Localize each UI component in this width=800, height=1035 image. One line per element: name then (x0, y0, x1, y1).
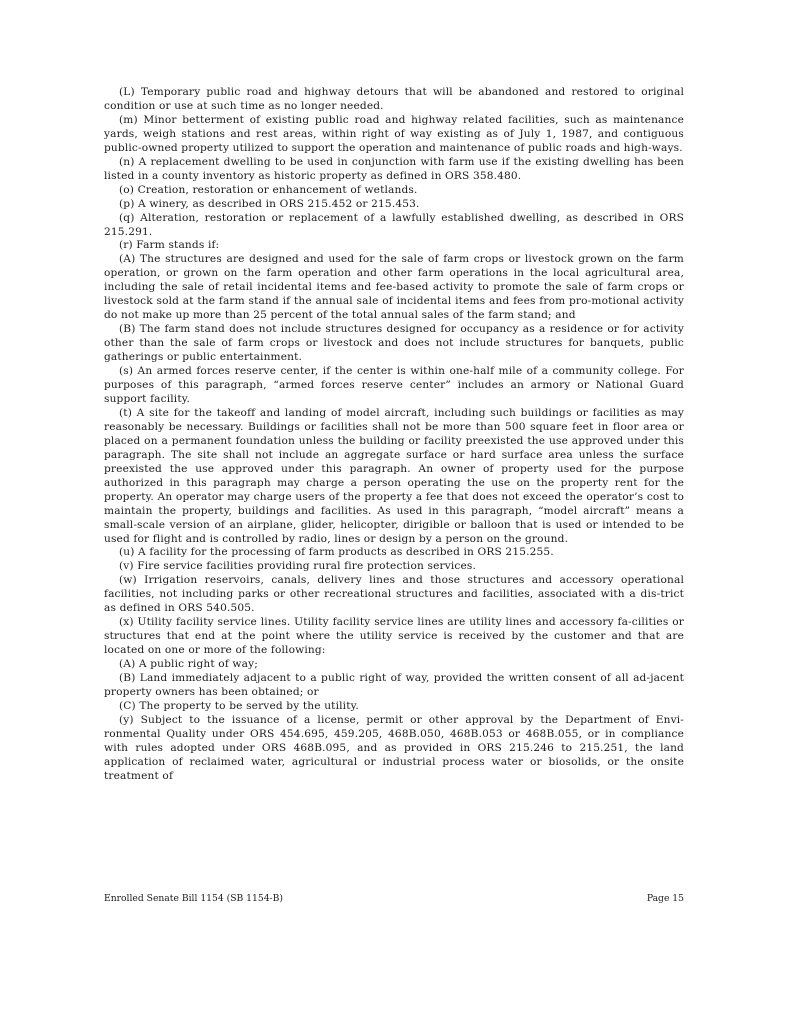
paragraph-s: (s) An armed forces reserve center, if the center is within one-half mile of a community college. For purposes of this paragraph, “armed forces reserve center” includes an armory or National Guard support facility. (104, 365, 684, 405)
paragraph-x-c: (C) The property to be served by the utility. (119, 699, 359, 712)
paragraph-x-b: (B) Land immediately adjacent to a public right of way, provided the written consent of all ad-jacent property owners has been obtained; or (104, 672, 684, 698)
paragraph-y: (y) Subject to the issuance of a license, permit or other approval by the Department of Envi-ronmental Quality under ORS 454.695, 459.205, 468B.050, 468B.053 or 468B.055, or in compliance with rules adopted under ORS 468B.095, and as provided in ORS 215.246 to 215.251, the land application of reclaimed water, agricultural or industrial process water or biosolids, or the onsite treatment of (104, 713, 684, 782)
footer-bill-title: Enrolled Senate Bill 1154 (SB 1154-B) (104, 893, 283, 904)
paragraph-r: (r) Farm stands if: (119, 239, 220, 252)
paragraph-r-b: (B) The farm stand does not include structures designed for occupancy as a residence or for activity other than the sale of farm crops or livestock and does not include structures for banquets, public gatherings or public entertainment. (104, 323, 684, 364)
document-body (104, 86, 684, 784)
paragraph-v: (v) Fire service facilities providing rural fire protection services. (119, 560, 476, 573)
page-footer (104, 893, 684, 904)
paragraph-q: (q) Alteration, restoration or replacement of a lawfully established dwelling, as described in ORS 215.291. (104, 211, 684, 238)
paragraph-m: (m) Minor betterment of existing public road and highway related facilities, such as maintenance yards, weigh stations and rest areas, within right of way existing as of July 1, 1987, and contiguous public-owned property utilized to support the operation and maintenance of public roads and high-ways. (104, 113, 684, 154)
footer-page-number: Page 15 (646, 893, 684, 904)
paragraph-x: (x) Utility facility service lines. Utility facility service lines are utility lines and accessory fa-cilities or structures that end at the point where the utility service is received by the customer and that are located on one or more of the following: (104, 616, 684, 657)
paragraph-u: (u) A facility for the processing of farm products as described in ORS 215.255. (119, 546, 554, 559)
paragraph-x-a: (A) A public right of way; (119, 658, 258, 671)
paragraph-l: (L) Temporary public road and highway detours that will be abandoned and restored to original condition or use at such time as no longer needed. (104, 86, 684, 112)
paragraph-w: (w) Irrigation reservoirs, canals, delivery lines and those structures and accessory operational facilities, not including parks or other recreational structures and facilities, associated with a dis-trict as defined in ORS 540.505. (104, 574, 684, 615)
paragraph-r-a: (A) The structures are designed and used for the sale of farm crops or livestock grown on the farm operation, or grown on the farm operation and other farm operations in the local agricultural area, including the sale of retail incidental items and fee-based activity to promote the sale of farm crops or livestock sold at the farm stand if the annual sale of incidental items and fees from pro-motional activity do not make up more than 25 percent of the total annual sales of the farm stand; and (104, 253, 684, 322)
paragraph-t: (t) A site for the takeoff and landing of model aircraft, including such buildings or facilities as may reasonably be necessary. Buildings or facilities shall not be more than 500 square feet in floor area or placed on a permanent foundation unless the building or facility preexisted the use approved under this paragraph. The site shall not include an aggregate surface or hard surface area unless the surface preexisted the use approved under this paragraph. An owner of property used for the purpose authorized in this paragraph may charge a person operating the use on the property rent for the property. An operator may charge users of the property a fee that does not exceed the operator’s cost to maintain the property, buildings and facilities. As used in this paragraph, “model aircraft” means a small-scale version of an airplane, glider, helicopter, dirigible or balloon that is used or intended to be used for flight and is controlled by radio, lines or design by a person on the ground. (104, 406, 684, 545)
paragraph-n: (n) A replacement dwelling to be used in conjunction with farm use if the existing dwelling has been listed in a county inventory as historic property as defined in ORS 358.480. (104, 155, 684, 182)
paragraph-p: (p) A winery, as described in ORS 215.452 or 215.453. (119, 197, 420, 210)
paragraph-o: (o) Creation, restoration or enhancement of wetlands. (119, 183, 418, 196)
